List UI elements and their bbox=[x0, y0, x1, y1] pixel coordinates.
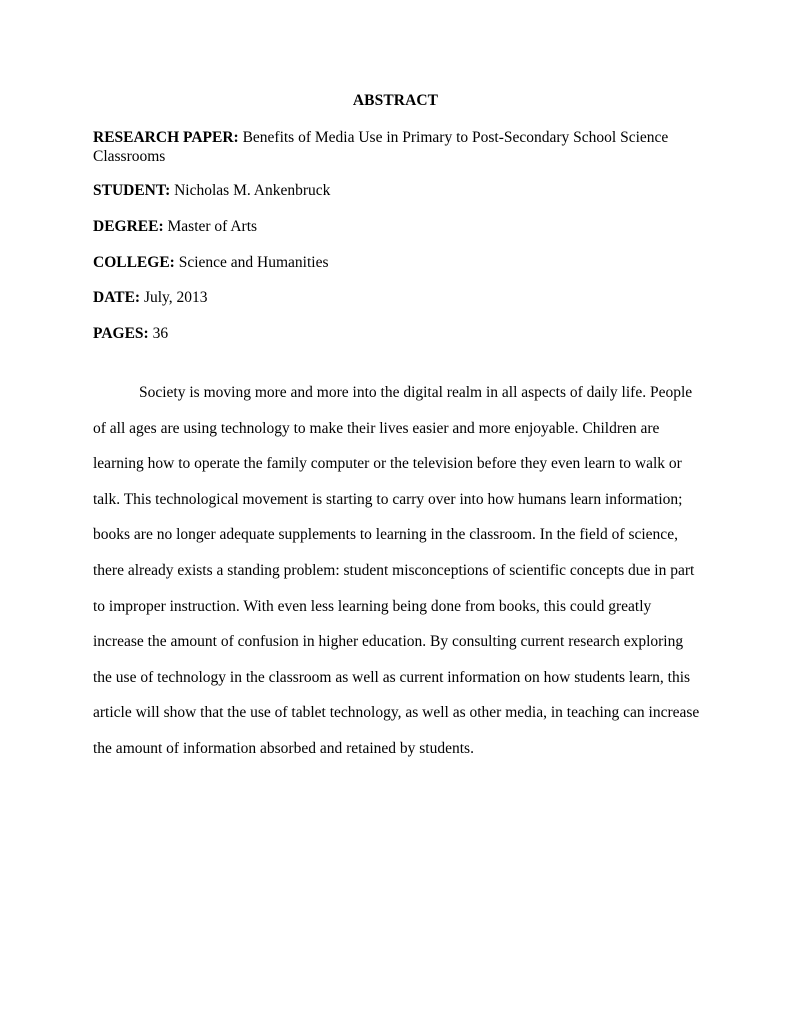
research-paper-field bbox=[93, 128, 703, 166]
college-label: COLLEGE: bbox=[93, 254, 175, 271]
degree-label: DEGREE: bbox=[93, 218, 164, 235]
pages-label: PAGES: bbox=[93, 325, 149, 342]
date-field bbox=[93, 288, 703, 307]
college-value: Science and Humanities bbox=[178, 254, 329, 271]
page-title: ABSTRACT bbox=[352, 92, 439, 109]
degree-value: Master of Arts bbox=[167, 218, 258, 235]
pages-value: 36 bbox=[152, 325, 169, 342]
student-value: Nicholas M. Ankenbruck bbox=[174, 182, 331, 199]
research-paper-value: Benefits of Media Use in Primary to Post-Secondary School Science Classrooms bbox=[93, 129, 669, 165]
degree-field bbox=[93, 217, 703, 236]
date-value: July, 2013 bbox=[143, 289, 208, 306]
research-paper-label: RESEARCH PAPER: bbox=[93, 129, 239, 146]
student-field bbox=[93, 181, 703, 200]
date-label: DATE: bbox=[93, 289, 141, 306]
college-field bbox=[93, 253, 703, 272]
pages-field bbox=[93, 324, 703, 343]
abstract-body-paragraph: Society is moving more and more into the digital realm in all aspects of daily life. People of all ages are using technology to make their lives easier and more enjoyable. Children are learning how to operate the family computer or the television before they even learn to walk or talk. This technological movement is starting to carry over into how humans learn information; books are no longer adequate supplements to learning in the classroom. In the field of science, there already exists a standing problem: student misconceptions of scientific concepts due in part to improper instruction. With even less learning being done from books, this could greatly increase the amount of confusion in higher education. By consulting current research exploring the use of technology in the classroom as well as current information on how students learn, this article will show that the use of tablet technology, as well as other media, in teaching can increase the amount of information absorbed and retained by students. bbox=[93, 384, 700, 757]
student-label: STUDENT: bbox=[93, 182, 171, 199]
